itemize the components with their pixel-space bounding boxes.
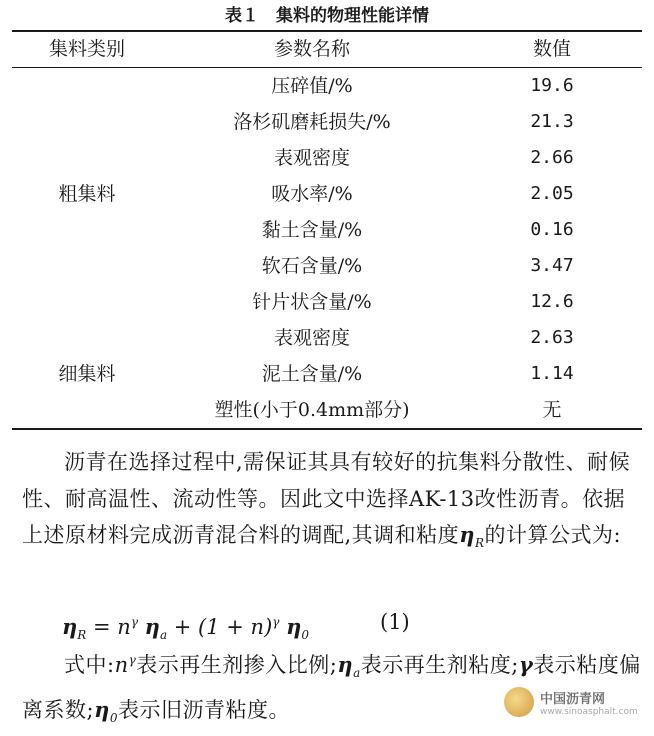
param-cell: 软石含量/% [261,255,363,277]
paragraph-1-text: 沥青在选择过程中,需保证其具有较好的抗集料分散性、耐候性、耐高温性、流动性等。因此文中选择AK-13改性沥青。依据上述原材料完成沥青混合料的调配,其调和粘度$\eta_R$的计算公式为: [22,450,631,551]
header-category: 集料类别 [48,38,125,60]
value-cell: 2.05 [530,183,574,204]
value-cell: 1.14 [530,363,574,384]
asphalt-logo-icon [504,687,534,717]
param-cell: 针片状含量/% [252,291,372,313]
value-cell: 无 [542,399,562,421]
category-cell: 粗集料 [58,183,116,205]
table-row [0,104,654,140]
param-cell: 表观密度 [273,147,350,169]
table-row [0,392,654,428]
value-cell: 19.6 [530,75,574,96]
table-row [0,248,654,284]
param-cell: 黏土含量/% [261,219,363,241]
param-cell: 洛杉矶磨耗损失/% [233,111,391,133]
param-cell: 表观密度 [273,327,350,349]
body-paragraph-1 [22,444,642,562]
value-cell: 12.6 [530,291,574,312]
category-cell: 细集料 [58,363,116,385]
watermark-url: www.sinoasphalt.com [540,706,638,717]
param-cell: 塑性(小于0.4mm部分) [214,399,410,421]
table-row [0,284,654,320]
value-cell: 2.66 [530,147,574,168]
paragraph-2-text: 式中$:n^\gamma$表示再生剂掺入比例$;\eta_a$表示再生剂粘度;γ表示粘度偏离系数$;\eta_0$表示旧沥青粘度。 [22,652,641,725]
watermark-name: 中国沥青网 [540,691,606,707]
value-cell: 21.3 [530,111,574,132]
formula-expression: $\eta_R = n^\gamma$ $\eta_a + (1 + n)^\gamma$ $\eta_0$ [62,614,310,643]
formula-number: (1) [380,610,410,634]
table-row [0,68,654,104]
header-value: 数值 [532,38,571,60]
value-cell: 3.47 [530,255,574,276]
table-row [0,212,654,248]
table-caption: 表１ 集料的物理性能详情 [225,6,429,26]
watermark-logo [504,682,644,722]
header-param: 参数名称 [273,38,350,60]
param-cell: 压碎值/% [271,75,353,97]
table-bottom-rule [12,428,642,430]
table-row [0,140,654,176]
param-cell: 泥土含量/% [261,363,363,385]
table-row [0,320,654,356]
value-cell: 2.63 [530,327,574,348]
value-cell: 0.16 [530,219,574,240]
param-cell: 吸水率/% [271,183,353,205]
